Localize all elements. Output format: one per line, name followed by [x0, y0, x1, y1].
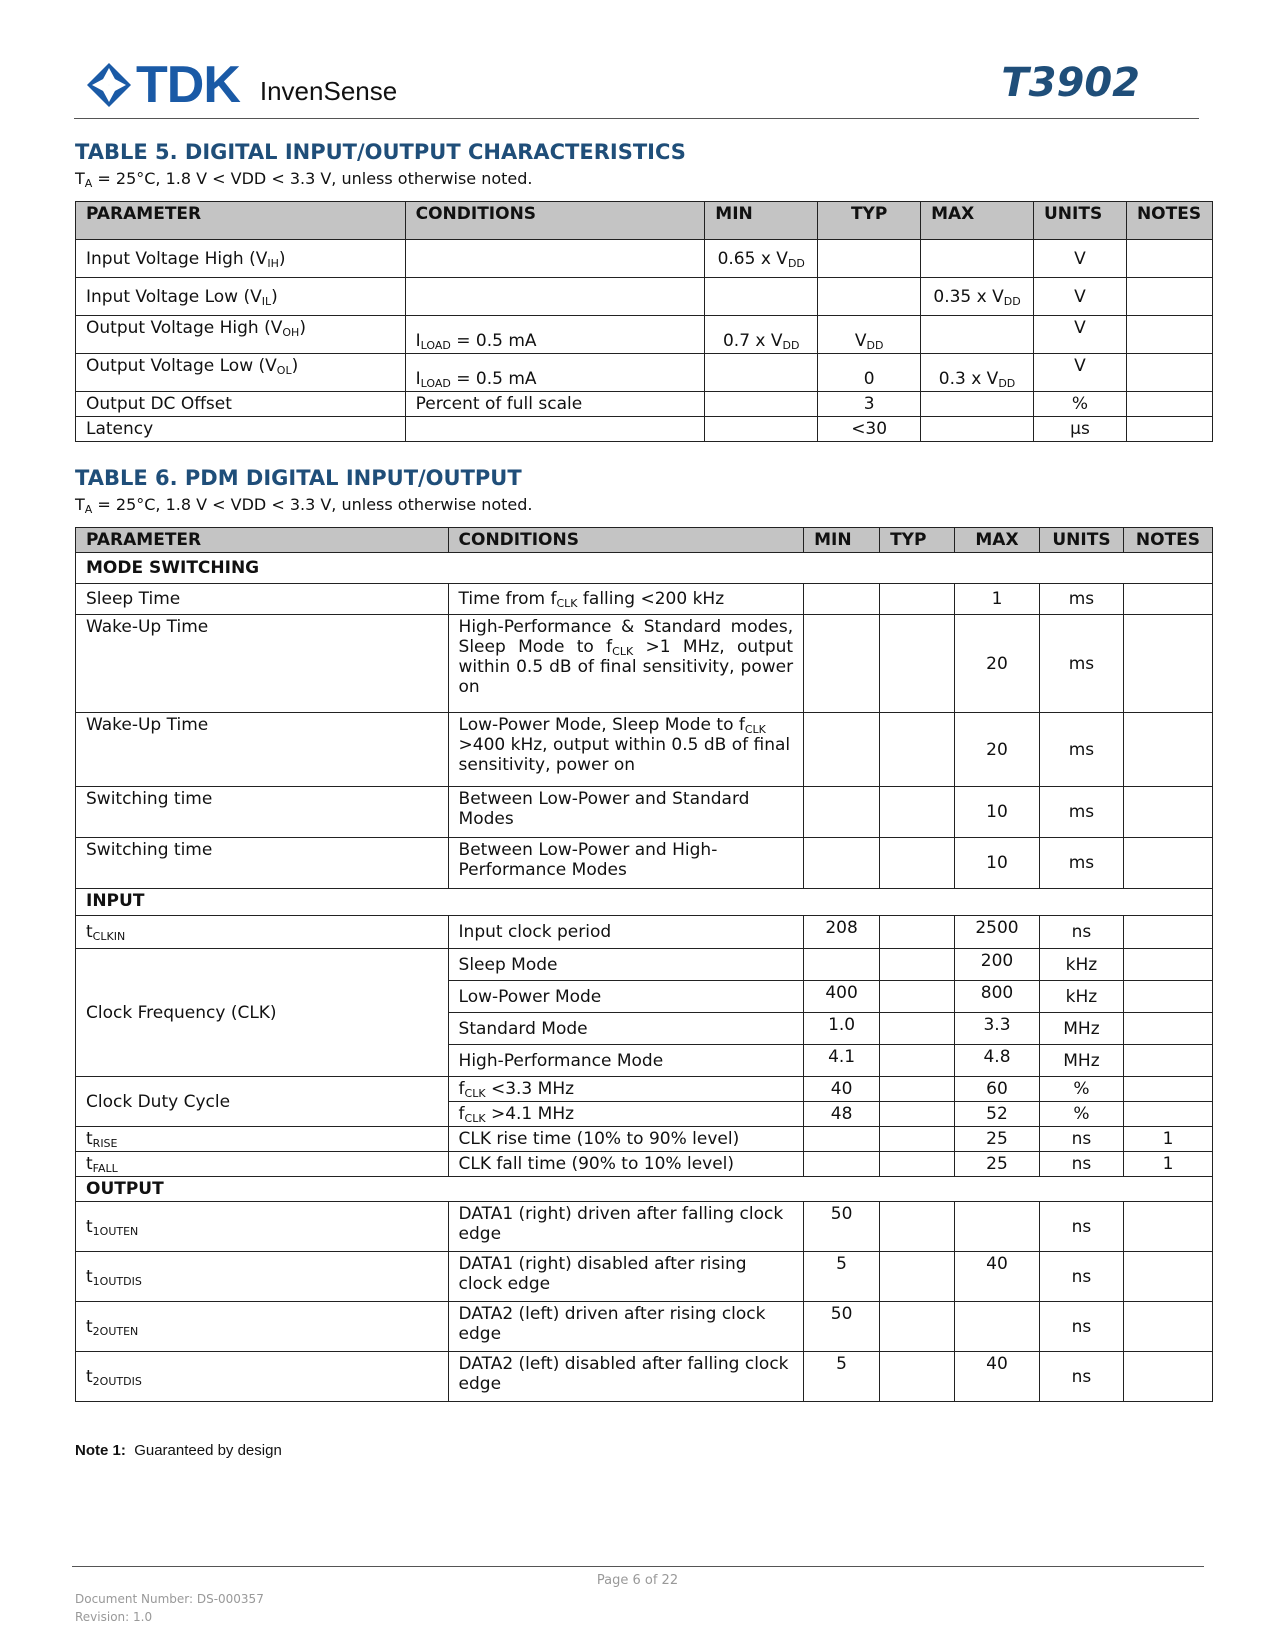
- notes-cell: [1123, 1302, 1212, 1352]
- col-header-parameter: PARAMETER: [76, 202, 406, 240]
- max-cell: 200: [955, 949, 1040, 981]
- table-row: [76, 713, 1213, 787]
- max-cell: 0.35 x $V_{DD}$: [921, 278, 1034, 316]
- min-cell: [705, 278, 818, 316]
- footnote-text: Guaranteed by design: [134, 1442, 282, 1459]
- param-cell: $t_{1OUTDIS}$: [76, 1252, 449, 1302]
- typ-cell: [880, 981, 955, 1013]
- col-header-conditions: CONDITIONS: [405, 202, 705, 240]
- units-cell: ms: [1039, 787, 1123, 838]
- col-header-typ: TYP: [818, 202, 921, 240]
- min-cell: 5: [804, 1352, 880, 1402]
- min-cell: 40: [804, 1077, 880, 1102]
- notes-cell: [1126, 354, 1212, 392]
- notes-cell: [1123, 1077, 1212, 1102]
- units-cell: ns: [1039, 1127, 1123, 1152]
- cond-cell: Percent of full scale: [405, 392, 705, 417]
- col-header-parameter: PARAMETER: [76, 528, 449, 553]
- max-cell: 40: [955, 1252, 1040, 1302]
- param-cell: Wake-Up Time: [76, 615, 449, 713]
- param-cell: $t_{CLKIN}$: [76, 916, 449, 949]
- typ-cell: [880, 615, 955, 713]
- typ-cell: [880, 1202, 955, 1252]
- section-row-output: [76, 1177, 1213, 1202]
- units-cell: MHz: [1039, 1045, 1123, 1077]
- min-cell: 50: [804, 1302, 880, 1352]
- cond-cell: DATA1 (right) driven after falling clock edge: [448, 1202, 804, 1252]
- table6: [75, 527, 1213, 1402]
- max-cell: [921, 316, 1034, 354]
- max-cell: 20: [955, 615, 1040, 713]
- cond-cell: High-Performance & Standard modes, Sleep Mode to $f_{CLK} >1$ MHz, output within 0.5 dB of final sensitivity, power on: [448, 615, 804, 713]
- table-row: [76, 1352, 1213, 1402]
- min-cell: 208: [804, 916, 880, 949]
- col-header-max: MAX: [921, 202, 1034, 240]
- notes-cell: [1123, 615, 1212, 713]
- units-cell: %: [1033, 392, 1126, 417]
- cond-cell: $f_{CLK} <3.3$ MHz: [448, 1077, 804, 1102]
- footnote: [75, 1442, 282, 1459]
- table-row: [76, 1202, 1213, 1252]
- cond-cell: DATA1 (right) disabled after rising clock edge: [448, 1252, 804, 1302]
- notes-cell: [1123, 838, 1212, 889]
- units-cell: kHz: [1039, 949, 1123, 981]
- max-cell: [921, 417, 1034, 442]
- cond-cell: Standard Mode: [448, 1013, 804, 1045]
- section-label: OUTPUT: [76, 1177, 1213, 1202]
- param-cell: Output Voltage Low $(V_{OL})$: [76, 354, 406, 392]
- param-cell: Output Voltage High $(V_{OH})$: [76, 316, 406, 354]
- units-cell: V: [1033, 354, 1126, 392]
- cond-cell: DATA2 (left) disabled after falling clock edge: [448, 1352, 804, 1402]
- cond-cell: Low-Power Mode, Sleep Mode to $f_{CLK} >400$ kHz, output within 0.5 dB of final sensitivity, power on: [448, 713, 804, 787]
- units-cell: V: [1033, 278, 1126, 316]
- max-cell: 0.3 x $V_{DD}$: [921, 354, 1034, 392]
- units-cell: ns: [1039, 1202, 1123, 1252]
- cond-cell: High-Performance Mode: [448, 1045, 804, 1077]
- tdk-emblem-icon: [86, 62, 132, 108]
- typ-cell: [880, 949, 955, 981]
- model-number: T3902: [1001, 60, 1140, 106]
- typ-cell: [880, 1102, 955, 1127]
- notes-cell: [1123, 1045, 1212, 1077]
- cond-cell: CLK rise time (10% to 90% level): [448, 1127, 804, 1152]
- table-row: [76, 316, 1213, 354]
- table-row: [76, 615, 1213, 713]
- min-cell: [804, 1152, 880, 1177]
- max-cell: 800: [955, 981, 1040, 1013]
- min-cell: 0.7 x $V_{DD}$: [705, 316, 818, 354]
- col-header-typ: TYP: [880, 528, 955, 553]
- param-cell: $t_{FALL}$: [76, 1152, 449, 1177]
- units-cell: V: [1033, 240, 1126, 278]
- section-row-mode-switching: [76, 553, 1213, 584]
- min-cell: 4.1: [804, 1045, 880, 1077]
- param-cell: Input Voltage Low $(V_{IL})$: [76, 278, 406, 316]
- table-row: [76, 278, 1213, 316]
- max-cell: 25: [955, 1152, 1040, 1177]
- col-header-min: MIN: [804, 528, 880, 553]
- notes-cell: [1123, 949, 1212, 981]
- notes-cell: [1123, 584, 1212, 615]
- revision: Revision: 1.0: [75, 1610, 153, 1624]
- units-cell: ns: [1039, 1302, 1123, 1352]
- typ-cell: [880, 1045, 955, 1077]
- min-cell: [804, 713, 880, 787]
- table-row: [76, 354, 1213, 392]
- footer-divider: [72, 1566, 1204, 1567]
- section-row-input: [76, 889, 1213, 916]
- min-cell: 50: [804, 1202, 880, 1252]
- notes-cell: [1123, 1202, 1212, 1252]
- min-cell: [804, 949, 880, 981]
- cond-cell: $I_{LOAD} = 0.5$ mA: [405, 354, 705, 392]
- section-label: MODE SWITCHING: [76, 553, 1213, 584]
- min-cell: [705, 392, 818, 417]
- company-logo: [86, 56, 398, 114]
- table-row: [76, 916, 1213, 949]
- units-cell: ms: [1039, 838, 1123, 889]
- max-cell: 40: [955, 1352, 1040, 1402]
- typ-cell: [880, 916, 955, 949]
- table6-header-row: [76, 528, 1213, 553]
- units-cell: %: [1039, 1077, 1123, 1102]
- typ-cell: [880, 1077, 955, 1102]
- notes-cell: 1: [1123, 1127, 1212, 1152]
- cond-cell: Time from $f_{CLK}$ falling <200 kHz: [448, 584, 804, 615]
- max-cell: 1: [955, 584, 1040, 615]
- notes-cell: [1123, 1013, 1212, 1045]
- param-cell: $t_{RISE}$: [76, 1127, 449, 1152]
- min-cell: [804, 615, 880, 713]
- col-header-max: MAX: [955, 528, 1040, 553]
- notes-cell: [1123, 1252, 1212, 1302]
- table5: [75, 201, 1213, 442]
- cond-cell: [405, 417, 705, 442]
- min-cell: [804, 1127, 880, 1152]
- typ-cell: [880, 584, 955, 615]
- cond-cell: [405, 278, 705, 316]
- notes-cell: [1126, 316, 1212, 354]
- cond-cell: Between Low-Power and High-Performance Modes: [448, 838, 804, 889]
- units-cell: V: [1033, 316, 1126, 354]
- typ-cell: [880, 1013, 955, 1045]
- document-number: Document Number: DS-000357: [75, 1592, 264, 1606]
- footnote-label: Note 1:: [75, 1442, 126, 1459]
- cond-cell: CLK fall time (90% to 10% level): [448, 1152, 804, 1177]
- cond-cell: Between Low-Power and Standard Modes: [448, 787, 804, 838]
- units-cell: ms: [1039, 713, 1123, 787]
- param-cell: Latency: [76, 417, 406, 442]
- header-divider: [74, 118, 1199, 119]
- col-header-conditions: CONDITIONS: [448, 528, 804, 553]
- typ-cell: [880, 787, 955, 838]
- max-cell: 52: [955, 1102, 1040, 1127]
- col-header-notes: NOTES: [1123, 528, 1212, 553]
- typ-cell: [880, 1252, 955, 1302]
- logo-text: TDK: [136, 56, 240, 114]
- table-row: [76, 787, 1213, 838]
- max-cell: 20: [955, 713, 1040, 787]
- units-cell: %: [1039, 1102, 1123, 1127]
- table-row: [76, 1252, 1213, 1302]
- table-row: [76, 1077, 1213, 1102]
- notes-cell: [1123, 713, 1212, 787]
- param-cell: Wake-Up Time: [76, 713, 449, 787]
- col-header-units: UNITS: [1033, 202, 1126, 240]
- cond-cell: [405, 240, 705, 278]
- min-cell: [804, 584, 880, 615]
- typ-cell: 3: [818, 392, 921, 417]
- param-cell: Sleep Time: [76, 584, 449, 615]
- min-cell: 400: [804, 981, 880, 1013]
- table-row: [76, 392, 1213, 417]
- table-row: [76, 417, 1213, 442]
- min-cell: [804, 838, 880, 889]
- units-cell: ms: [1039, 584, 1123, 615]
- param-cell: Input Voltage High $(V_{IH})$: [76, 240, 406, 278]
- table-row: [76, 1152, 1213, 1177]
- max-cell: [921, 240, 1034, 278]
- notes-cell: [1123, 981, 1212, 1013]
- typ-cell: 0: [818, 354, 921, 392]
- min-cell: 48: [804, 1102, 880, 1127]
- units-cell: ms: [1039, 615, 1123, 713]
- param-cell: Switching time: [76, 787, 449, 838]
- notes-cell: [1123, 916, 1212, 949]
- max-cell: 2500: [955, 916, 1040, 949]
- min-cell: [804, 787, 880, 838]
- typ-cell: [880, 1152, 955, 1177]
- max-cell: 3.3: [955, 1013, 1040, 1045]
- min-cell: 0.65 x $V_{DD}$: [705, 240, 818, 278]
- typ-cell: [880, 1302, 955, 1352]
- max-cell: [921, 392, 1034, 417]
- table5-title: TABLE 5. DIGITAL INPUT/OUTPUT CHARACTERISTICS: [75, 140, 686, 164]
- table-row: [76, 1302, 1213, 1352]
- typ-cell: $V_{DD}$: [818, 316, 921, 354]
- table-row: [76, 584, 1213, 615]
- col-header-notes: NOTES: [1126, 202, 1212, 240]
- max-cell: 60: [955, 1077, 1040, 1102]
- cond-cell: $f_{CLK} >4.1$ MHz: [448, 1102, 804, 1127]
- param-cell: $t_{2OUTEN}$: [76, 1302, 449, 1352]
- typ-cell: <30: [818, 417, 921, 442]
- min-cell: 1.0: [804, 1013, 880, 1045]
- notes-cell: [1126, 240, 1212, 278]
- page-number: Page 6 of 22: [596, 1573, 679, 1588]
- table6-condition: $T_A = 25^\circ C$, 1.8 V < VDD < 3.3 V, unless otherwise noted.: [75, 495, 533, 516]
- notes-cell: [1123, 1102, 1212, 1127]
- typ-cell: [880, 1127, 955, 1152]
- units-cell: kHz: [1039, 981, 1123, 1013]
- table-row: [76, 1127, 1213, 1152]
- cond-cell: $I_{LOAD} = 0.5$ mA: [405, 316, 705, 354]
- typ-cell: [880, 838, 955, 889]
- table5-condition: $T_A = 25^\circ C$, 1.8 V < VDD < 3.3 V, unless otherwise noted.: [75, 169, 533, 190]
- cond-cell: Low-Power Mode: [448, 981, 804, 1013]
- notes-cell: 1: [1123, 1152, 1212, 1177]
- param-cell: $t_{1OUTEN}$: [76, 1202, 449, 1252]
- notes-cell: [1126, 392, 1212, 417]
- col-header-min: MIN: [705, 202, 818, 240]
- param-cell: $t_{2OUTDIS}$: [76, 1352, 449, 1402]
- notes-cell: [1126, 417, 1212, 442]
- max-cell: 10: [955, 838, 1040, 889]
- units-cell: ns: [1039, 916, 1123, 949]
- param-cell: Clock Duty Cycle: [76, 1077, 449, 1127]
- min-cell: [705, 417, 818, 442]
- table-row: [76, 838, 1213, 889]
- min-cell: 5: [804, 1252, 880, 1302]
- table5-header-row: [76, 202, 1213, 240]
- units-cell: µs: [1033, 417, 1126, 442]
- param-cell: Switching time: [76, 838, 449, 889]
- cond-cell: Input clock period: [448, 916, 804, 949]
- notes-cell: [1123, 1352, 1212, 1402]
- notes-cell: [1126, 278, 1212, 316]
- units-cell: ns: [1039, 1352, 1123, 1402]
- typ-cell: [818, 240, 921, 278]
- typ-cell: [880, 713, 955, 787]
- table-row: [76, 240, 1213, 278]
- table6-title: TABLE 6. PDM DIGITAL INPUT/OUTPUT: [75, 466, 522, 490]
- units-cell: ns: [1039, 1152, 1123, 1177]
- units-cell: MHz: [1039, 1013, 1123, 1045]
- max-cell: [955, 1202, 1040, 1252]
- max-cell: 10: [955, 787, 1040, 838]
- typ-cell: [880, 1352, 955, 1402]
- param-cell: Output DC Offset: [76, 392, 406, 417]
- units-cell: ns: [1039, 1252, 1123, 1302]
- max-cell: 4.8: [955, 1045, 1040, 1077]
- table-row: [76, 949, 1213, 981]
- col-header-units: UNITS: [1039, 528, 1123, 553]
- min-cell: [705, 354, 818, 392]
- logo-subtext: InvenSense: [259, 76, 398, 106]
- max-cell: [955, 1302, 1040, 1352]
- document-info: [75, 1590, 264, 1626]
- cond-cell: DATA2 (left) driven after rising clock edge: [448, 1302, 804, 1352]
- param-cell: Clock Frequency (CLK): [76, 949, 449, 1077]
- section-label: INPUT: [76, 889, 1213, 916]
- cond-cell: Sleep Mode: [448, 949, 804, 981]
- max-cell: 25: [955, 1127, 1040, 1152]
- typ-cell: [818, 278, 921, 316]
- notes-cell: [1123, 787, 1212, 838]
